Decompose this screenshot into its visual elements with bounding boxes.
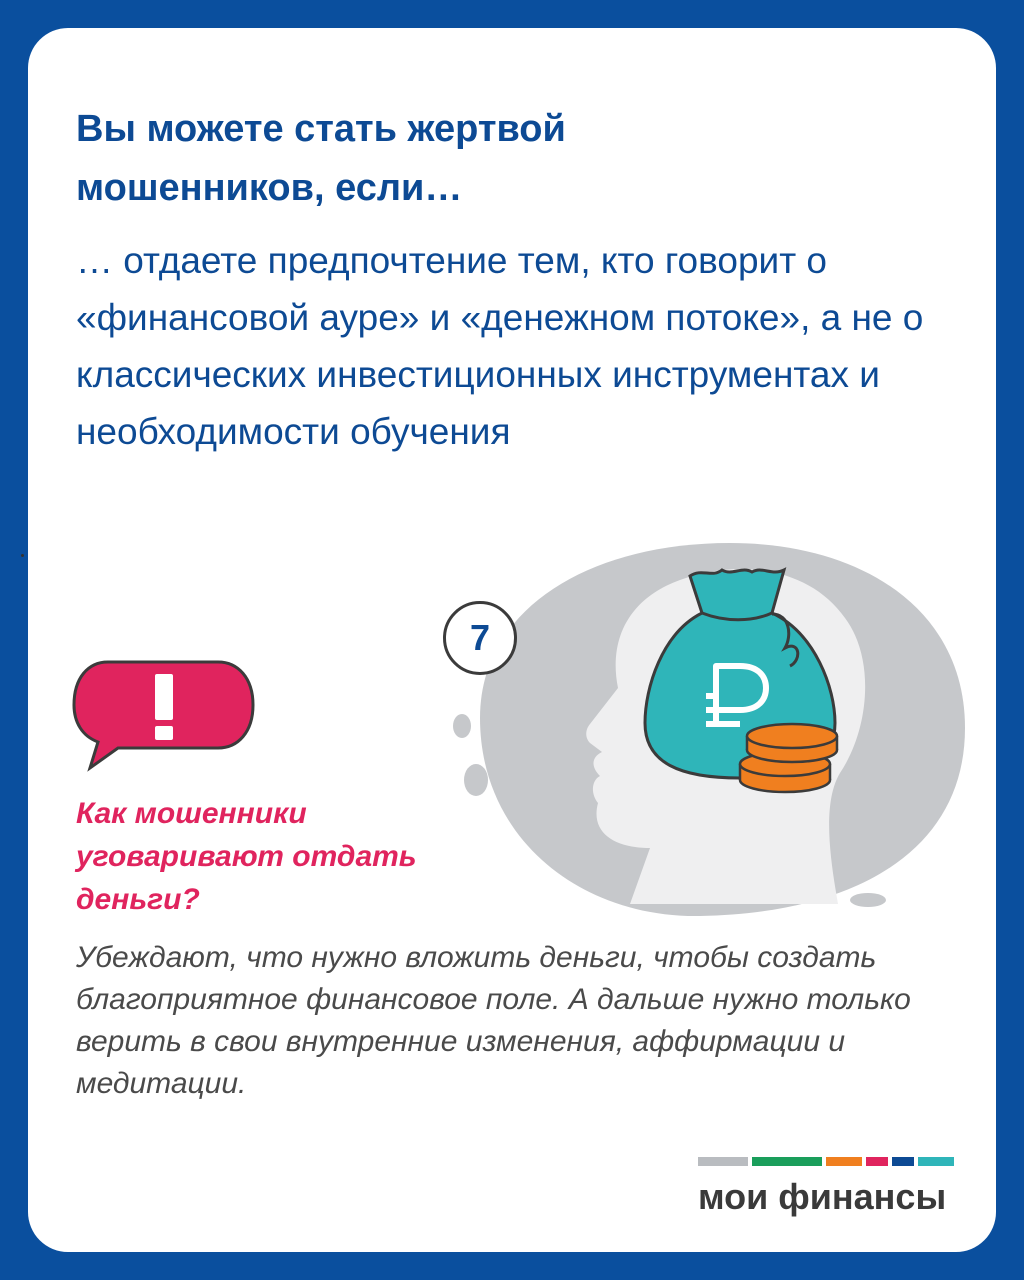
subheading: Как мошенники уговаривают отдать деньги? (76, 797, 417, 916)
step-number-badge: 7 (443, 601, 517, 675)
logo-stripe (918, 1157, 954, 1166)
stray-dot (21, 554, 24, 557)
body-text: Убеждают, что нужно вложить деньги, чтобы создать благоприятное финансовое поле. А дальше нужно только верить в свои внутренние изменения, аффирмации и медитации. (76, 941, 911, 1100)
logo-stripe (698, 1157, 748, 1166)
logo-stripe (752, 1157, 822, 1166)
small-blob (850, 893, 886, 907)
logo-stripe (892, 1157, 914, 1166)
small-blob (453, 714, 471, 738)
logo-stripe (866, 1157, 888, 1166)
head-with-money-bag-icon (440, 518, 970, 918)
exclamation-bubble-icon (70, 658, 260, 773)
headline: Вы можете стать жертвой мошенников, если… (76, 108, 566, 209)
logo-stripes (698, 1157, 954, 1166)
logo-stripe (826, 1157, 862, 1166)
coins-stack-icon (740, 724, 837, 792)
brand-logo: мои финансы (698, 1176, 947, 1217)
lead-text: … отдаете предпочтение тем, кто говорит о «финансовой ауре» и «денежном потоке», а не о классических инвестиционных инструментах и необходимости обучения (76, 240, 924, 452)
